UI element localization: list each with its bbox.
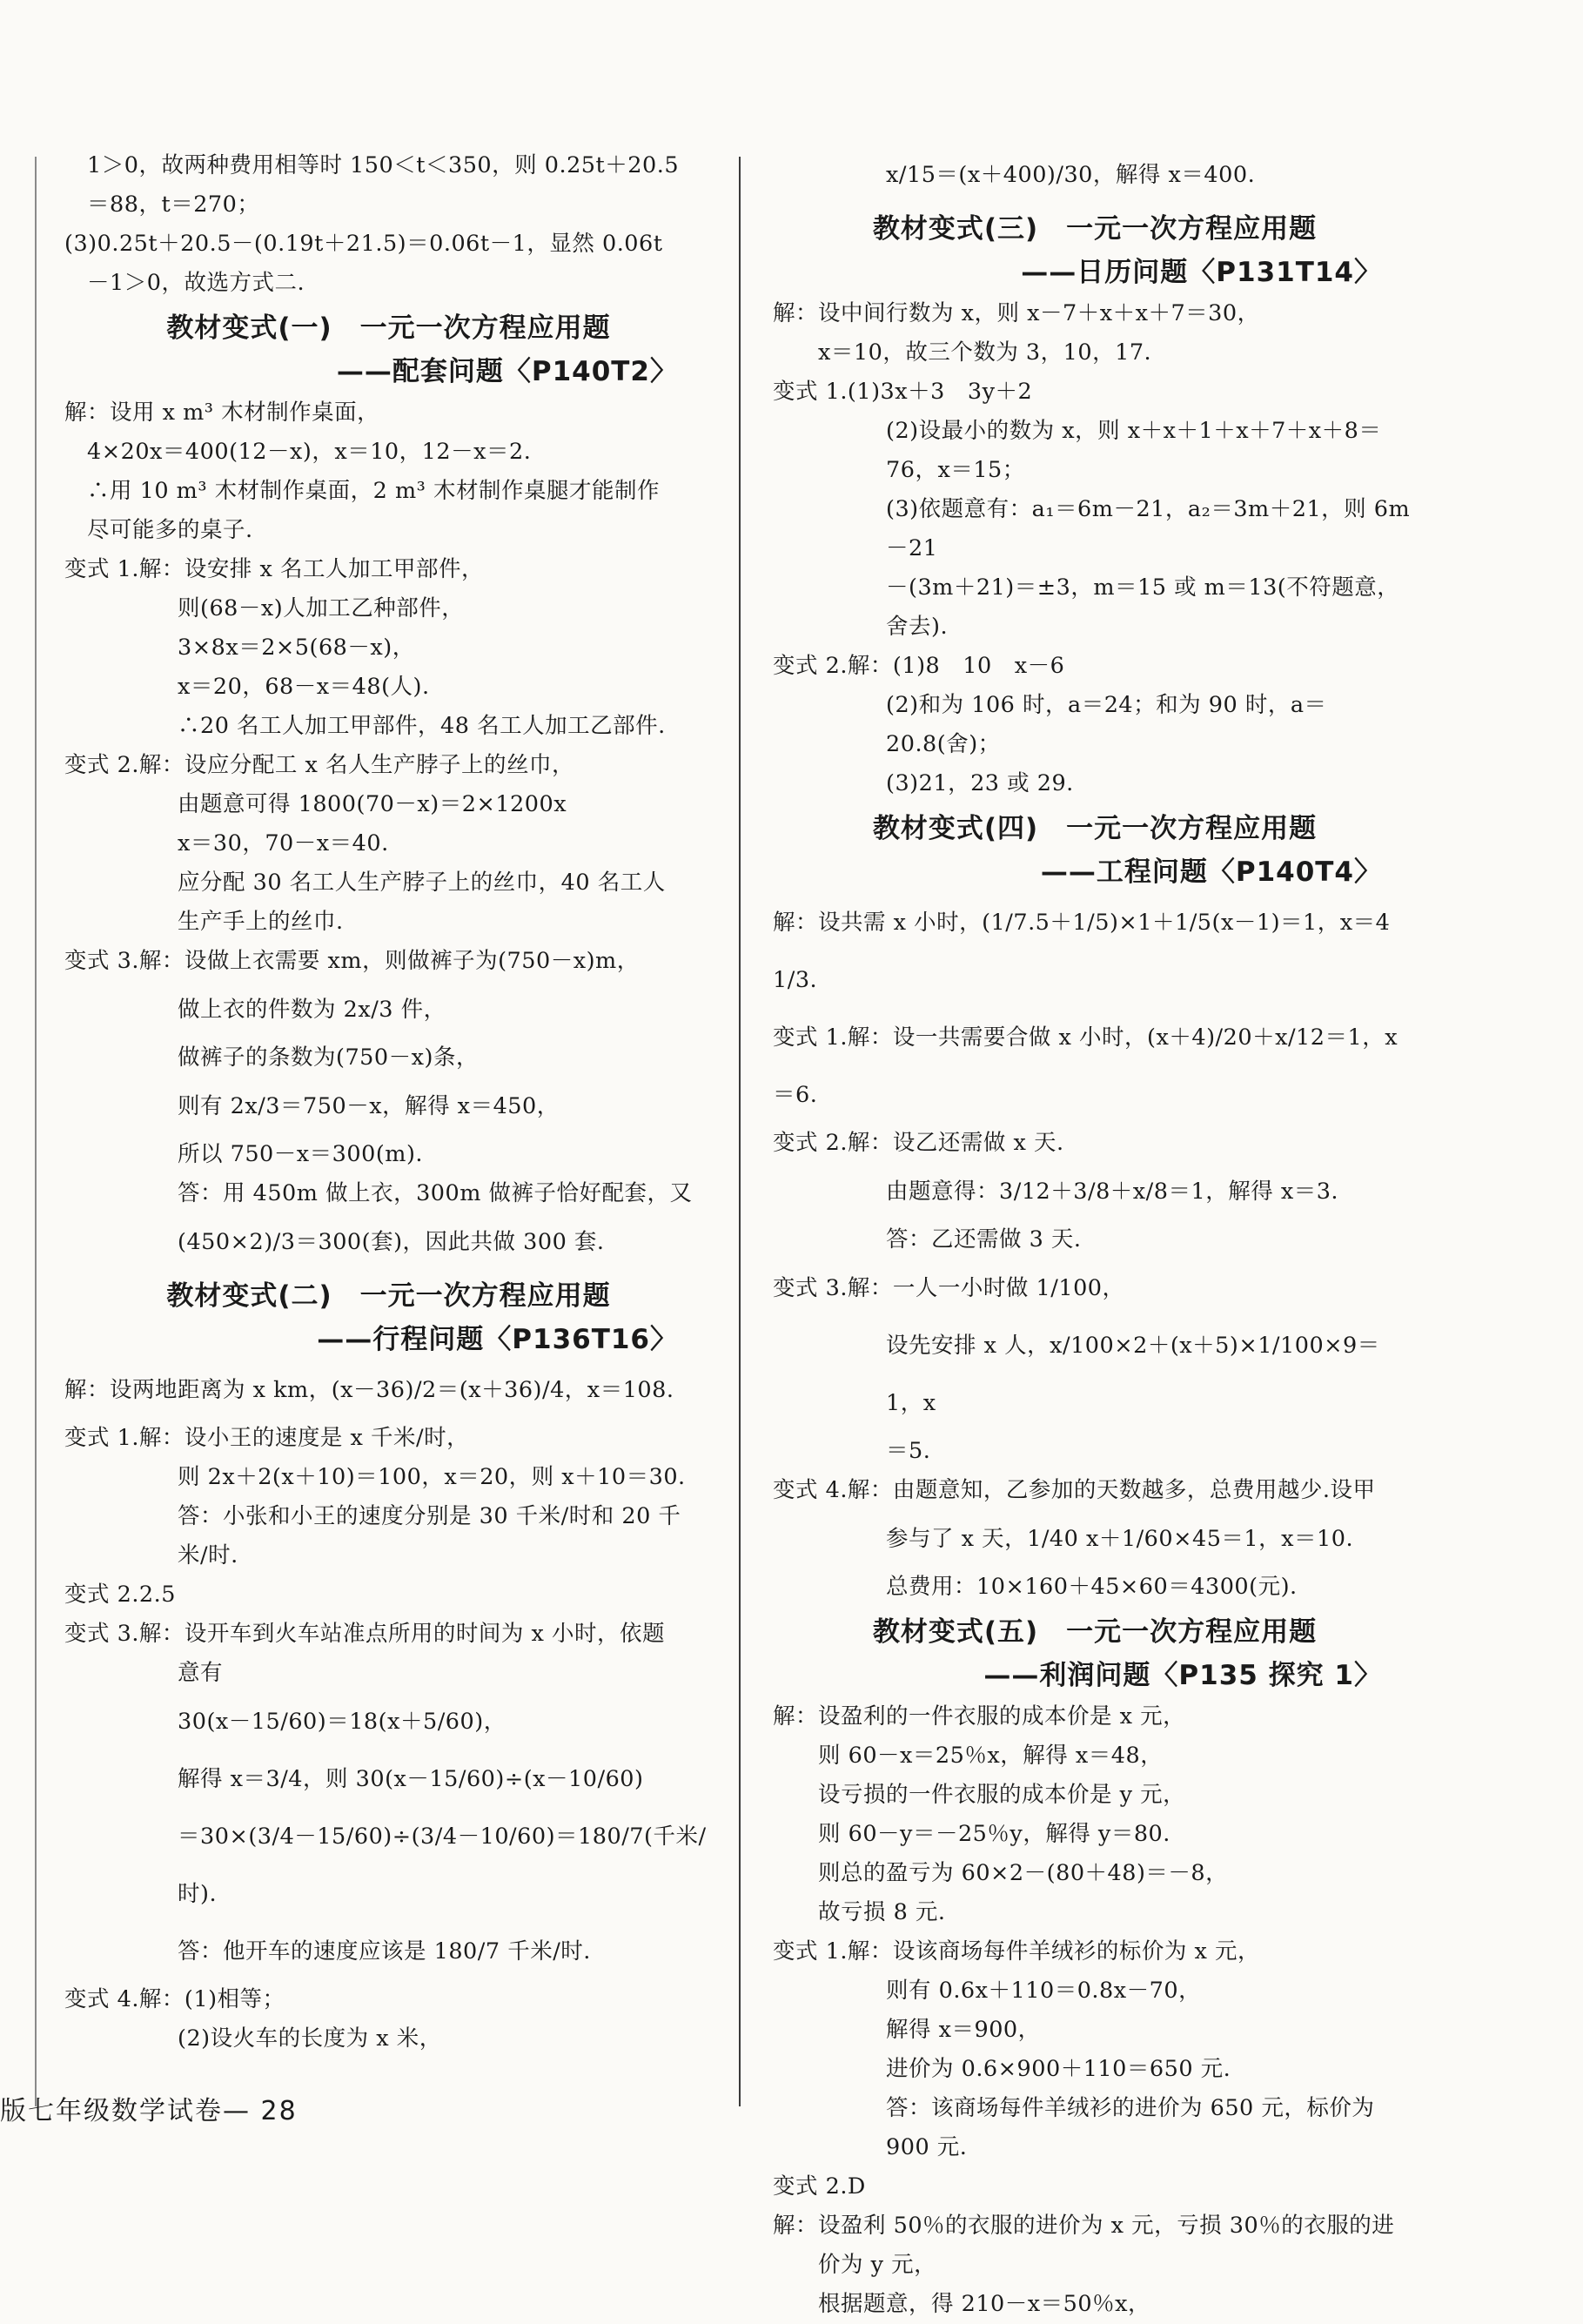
text-line: 变式 3.解：一人一小时做 1/100， <box>773 1275 1125 1301</box>
text-line: (3)21，23 或 29. <box>886 770 1074 796</box>
text-line: 变式 2.D <box>773 2173 866 2200</box>
text-line: (3)依题意有：a₁＝6m－21，a₂＝3m＋21，则 6m－21 <box>886 496 1411 561</box>
text-line: 76，x＝15； <box>886 457 1025 483</box>
text-line: 则 60－x＝25％x，解得 x＝48， <box>818 1743 1164 1769</box>
text-line: 设先安排 x 人，x/100×2＋(x＋5)×1/100×9＝1，x <box>886 1333 1380 1416</box>
text-line: 答：他开车的速度应该是 180/7 千米/时. <box>178 1938 591 1965</box>
text-line: 变式 1.解：设该商场每件羊绒衫的标价为 x 元， <box>773 1938 1261 1965</box>
text-line: 900 元. <box>886 2134 968 2160</box>
text-line: 解得 x＝3/4，则 30(x－15/60)÷(x－10/60) <box>178 1766 644 1792</box>
page-footer: 版七年级数学试卷— 28 <box>0 2096 298 2126</box>
section-heading: 教材变式(二) 一元一次方程应用题 <box>166 1280 611 1312</box>
text-line: ＝88，t＝270； <box>87 191 260 218</box>
text-line: 答：该商场每件羊绒衫的进价为 650 元，标价为 <box>886 2095 1375 2121</box>
text-line: 参与了 x 天，1/40 x＋1/60×45＝1，x＝10. <box>886 1526 1354 1552</box>
section-subheading: ——工程问题〈P140T4〉 <box>1040 856 1382 888</box>
text-line: 变式 1.解：设安排 x 名工人加工甲部件， <box>64 556 485 582</box>
binding-edge-line <box>35 157 37 2106</box>
text-line: 解：设盈利 50％的衣服的进价为 x 元，亏损 30％的衣服的进 <box>773 2213 1395 2239</box>
text-line: 故亏损 8 元. <box>818 1899 946 1925</box>
text-line: 解得 x＝900， <box>886 2017 1041 2043</box>
text-line: 做裤子的条数为(750－x)条， <box>178 1044 479 1071</box>
text-line: x＝10，故三个数为 3，10，17. <box>818 339 1152 366</box>
text-line: x＝30，70－x＝40. <box>178 830 389 856</box>
text-line: 3×8x＝2×5(68－x)， <box>178 635 415 661</box>
text-line: 变式 3.解：设做上衣需要 xm，则做裤子为(750－x)m， <box>64 948 640 974</box>
text-line: 由题意得：3/12＋3/8＋x/8＝1，解得 x＝3. <box>886 1179 1339 1205</box>
text-line: 变式 2.解：设应分配工 x 名人生产脖子上的丝巾， <box>64 752 575 778</box>
text-line: x/15＝(x＋400)/30，解得 x＝400. <box>886 162 1256 188</box>
section-subheading: ——行程问题〈P136T16〉 <box>317 1324 678 1355</box>
section-heading: 教材变式(三) 一元一次方程应用题 <box>872 213 1318 245</box>
text-line: ∴20 名工人加工甲部件，48 名工人加工乙部件. <box>178 713 666 739</box>
text-line: 解：设共需 x 小时，(1/7.5＋1/5)×1＋1/5(x－1)＝1，x＝4 1/3. <box>773 910 1398 993</box>
text-line: 答：乙还需做 3 天. <box>886 1226 1082 1253</box>
text-line: 变式 1.解：设小王的速度是 x 千米/时， <box>64 1425 470 1451</box>
text-line: 4×20x＝400(12－x)，x＝10，12－x＝2. <box>87 439 532 465</box>
text-line: 由题意可得 1800(70－x)＝2×1200x <box>178 791 567 817</box>
left-column <box>64 146 713 2059</box>
text-line: 变式 1.(1)3x＋3 3y＋2 <box>773 379 1033 405</box>
text-line: 解：设用 x m³ 木材制作桌面， <box>64 400 380 426</box>
text-line: 设亏损的一件衣服的成本价是 y 元， <box>818 1782 1186 1808</box>
text-line: 答：小张和小王的速度分别是 30 千米/时和 20 千 <box>178 1503 681 1529</box>
text-line: (2)设火车的长度为 x 米， <box>178 2025 442 2052</box>
text-line: 变式 2.解：设乙还需做 x 天. <box>773 1130 1064 1156</box>
text-line: ＝5. <box>886 1438 931 1464</box>
text-line: 应分配 30 名工人生产脖子上的丝巾，40 名工人 <box>178 870 666 896</box>
text-line: 尽可能多的桌子. <box>87 517 253 543</box>
text-line: 变式 2.解：(1)8 10 x－6 <box>773 653 1065 679</box>
text-line: 解：设中间行数为 x，则 x－7＋x＋x＋7＝30， <box>773 300 1260 326</box>
text-line: 则总的盈亏为 60×2－(80＋48)＝－8， <box>818 1860 1229 1886</box>
text-line: x＝20，68－x＝48(人). <box>178 674 430 700</box>
text-line: 总费用：10×160＋45×60＝4300(元). <box>886 1574 1298 1600</box>
text-line: 所以 750－x＝300(m). <box>178 1141 424 1167</box>
text-line: (2)设最小的数为 x，则 x＋x＋1＋x＋7＋x＋8＝ <box>886 418 1382 444</box>
text-line: 解：设盈利的一件衣服的成本价是 x 元， <box>773 1703 1186 1730</box>
text-line: ＝30×(3/4－15/60)÷(3/4－10/60)＝180/7(千米/时). <box>178 1824 707 1907</box>
text-line: 米/时. <box>178 1542 238 1568</box>
section-subheading: ——配套问题〈P140T2〉 <box>336 356 678 387</box>
text-line: 变式 2.2.5 <box>64 1582 176 1608</box>
text-line: (2)和为 106 时，a＝24；和为 90 时，a＝20.8(舍)； <box>886 692 1327 757</box>
text-line: (450×2)/3＝300(套)，因此共做 300 套. <box>178 1229 605 1255</box>
right-column <box>773 146 1417 2324</box>
text-line: 1＞0，故两种费用相等时 150＜t＜350，则 0.25t＋20.5 <box>87 152 680 178</box>
text-line: 价为 y 元， <box>818 2252 937 2278</box>
text-line: 30(x－15/60)＝18(x＋5/60)， <box>178 1709 506 1735</box>
text-line: －1＞0，故选方式二. <box>87 270 305 296</box>
column-divider <box>739 157 741 2106</box>
text-line: ∴用 10 m³ 木材制作桌面，2 m³ 木材制作桌腿才能制作 <box>87 478 661 504</box>
section-subheading: ——利润问题〈P135 探究 1〉 <box>983 1660 1382 1691</box>
text-line: 变式 3.解：设开车到火车站准点所用的时间为 x 小时，依题 <box>64 1621 666 1647</box>
text-line: 则(68－x)人加工乙种部件， <box>178 595 465 621</box>
text-line: 根据题意，得 210－x＝50％x， <box>818 2291 1150 2317</box>
text-line: 变式 1.解：设一共需要合做 x 小时，(x＋4)/20＋x/12＝1，x＝6. <box>773 1024 1399 1108</box>
text-line: 变式 4.解：由题意知，乙参加的天数越多，总费用越少.设甲 <box>773 1477 1376 1503</box>
text-line: 做上衣的件数为 2x/3 件， <box>178 997 446 1023</box>
text-line: 变式 4.解：(1)相等； <box>64 1986 285 2012</box>
text-line: 意有 <box>178 1660 224 1686</box>
text-line: 生产手上的丝巾. <box>178 909 344 935</box>
section-subheading: ——日历问题〈P131T14〉 <box>1021 257 1382 288</box>
text-line: －(3m＋21)＝±3，m＝15 或 m＝13(不符题意， <box>886 574 1400 601</box>
text-line: 舍去). <box>886 614 949 640</box>
text-line: (3)0.25t＋20.5－(0.19t＋21.5)＝0.06t－1，显然 0.06t <box>64 231 663 257</box>
text-line: 进价为 0.6×900＋110＝650 元. <box>886 2056 1231 2082</box>
text-line: 则 60－y＝－25％y，解得 y＝80. <box>818 1821 1170 1847</box>
text-line: 则 2x＋2(x＋10)＝100，x＝20，则 x＋10＝30. <box>178 1464 686 1490</box>
section-heading: 教材变式(四) 一元一次方程应用题 <box>872 813 1318 844</box>
section-heading: 教材变式(一) 一元一次方程应用题 <box>166 312 611 344</box>
section-heading: 教材变式(五) 一元一次方程应用题 <box>872 1616 1318 1648</box>
text-line: 则有 0.6x＋110＝0.8x－70， <box>886 1978 1202 2004</box>
text-line: 解：设两地距离为 x km，(x－36)/2＝(x＋36)/4，x＝108. <box>64 1377 674 1403</box>
text-line: 则有 2x/3＝750－x，解得 x＝450， <box>178 1093 560 1119</box>
text-line: 答：用 450m 做上衣，300m 做裤子恰好配套，又 <box>178 1180 693 1206</box>
